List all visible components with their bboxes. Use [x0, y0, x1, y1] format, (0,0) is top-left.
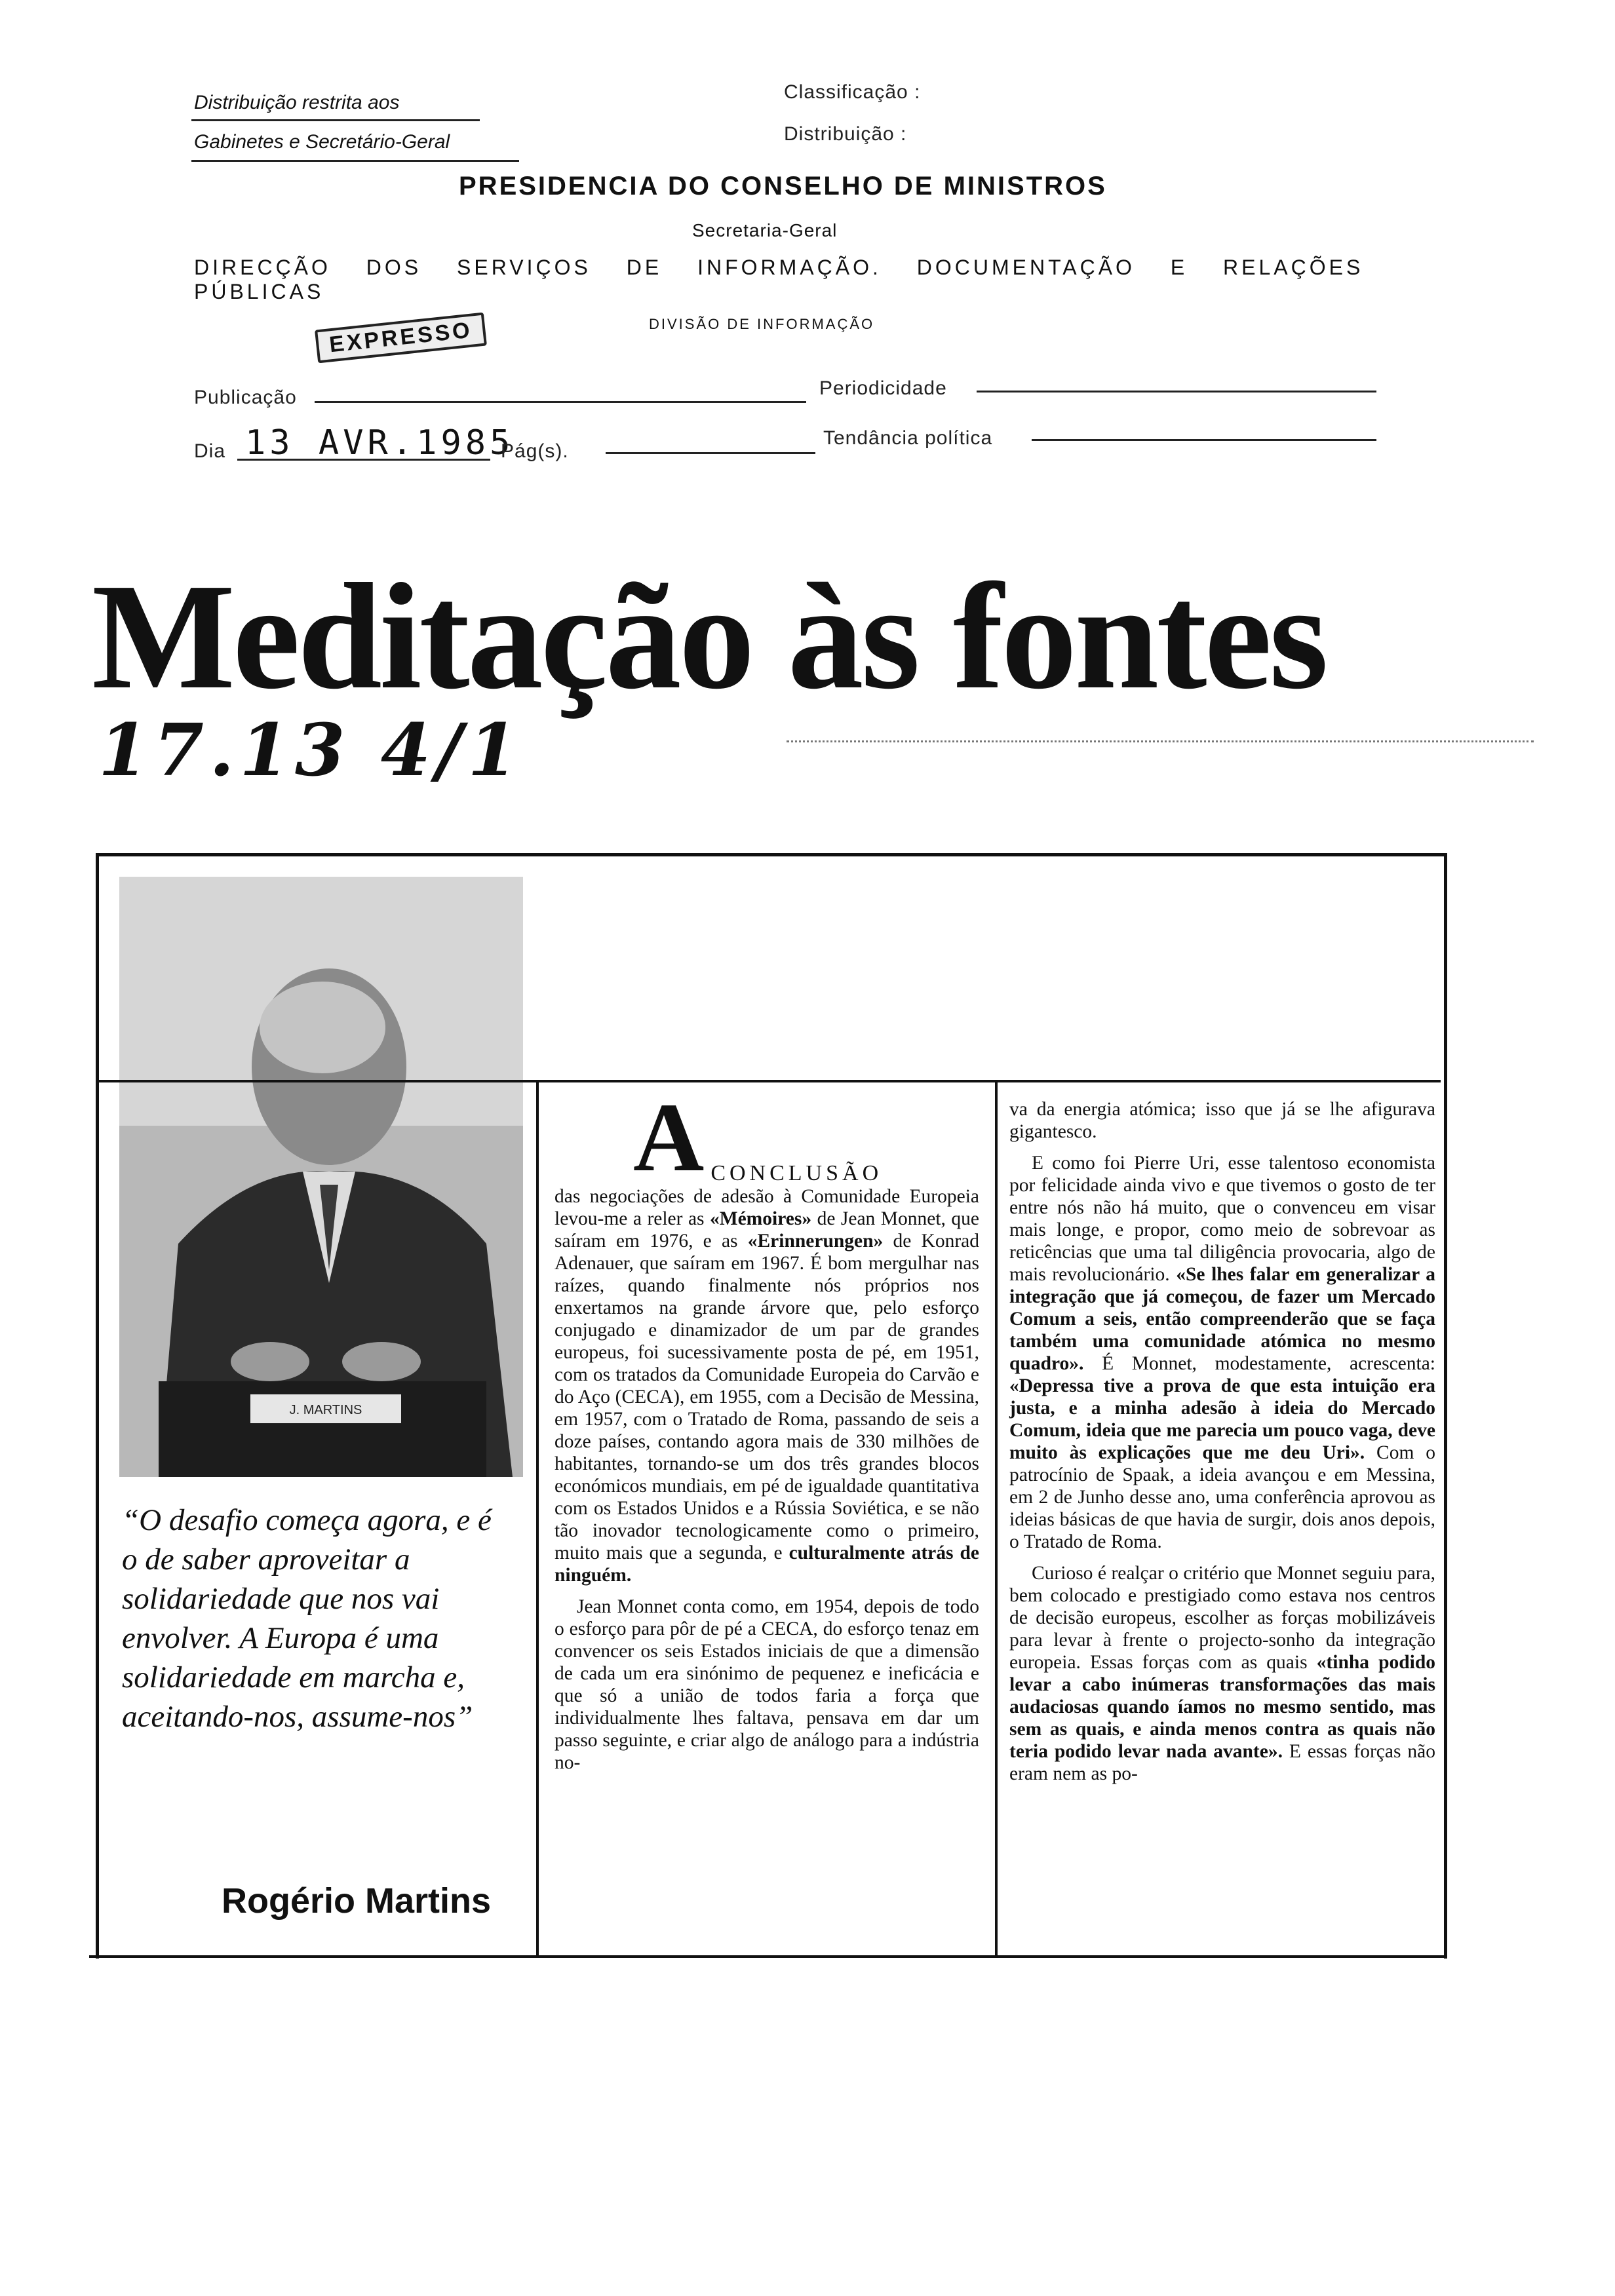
article-column-2 — [1009, 1098, 1435, 1785]
col2-bold: «Se lhes falar em generalizar a integração que já começou, de fazer um Mercado Comum a seis, então compreenderão que se faça também uma comunidade atómica no mesmo quadro». — [1009, 1264, 1435, 1374]
scan-noise — [787, 740, 1534, 742]
divisao-informacao: DIVISÃO DE INFORMAÇÃO — [649, 316, 875, 332]
headline: Meditação às fontes — [92, 552, 1326, 721]
presidencia-heading: PRESIDENCIA DO CONSELHO DE MINISTROS — [459, 172, 1107, 201]
tendencia-line — [1032, 439, 1376, 441]
periodicidade-line — [977, 391, 1376, 392]
col1-bold: «Erinnerungen» — [747, 1231, 884, 1252]
author-photo — [119, 877, 523, 1477]
dia-label: Dia — [194, 440, 226, 462]
col1-text: de Jean Monnet, que saíram em 1976, e as — [555, 1208, 979, 1252]
publicacao-label: Publicação — [194, 387, 297, 408]
col2-text: Curioso é realçar o critério que Monnet seguiu para, bem colocado e prestigiado como estava nos centros de decisão europeus, escolher as forças mobilizáveis para levar à frente o projecto-sonho da integração europeia. Essas forças com as quais — [1009, 1563, 1435, 1673]
col1-text: das negociações de adesão à Comunidade Europeia levou-me a reler as — [555, 1186, 979, 1229]
underline — [191, 160, 519, 162]
article-bottom-rule — [89, 1955, 1447, 1958]
col2-paragraph-1: va da energia atómica; isso que já se lhe afigurava gigantesco. — [1009, 1099, 1435, 1142]
col2-bold: «Depressa tive a prova de que esta intuição era justa, e a minha adesão à ideia do Mercado Comum, ideia que me parecia um pouco vaga, deve muito às explicações que me deu Uri». — [1009, 1375, 1435, 1463]
publicacao-line — [315, 401, 806, 403]
handwritten-note: 17.13 4/1 — [98, 708, 523, 792]
author-name: Rogério Martins — [222, 1881, 492, 1921]
restricted-distribution-line1: Distribuição restrita aos — [194, 92, 400, 113]
col1-bold: «Mémoires» — [710, 1208, 812, 1229]
col2-bold: «tinha podido levar a cabo inúmeras transformações das mais audaciosas quando íamos no mesmo sentido, mas sem as quais, e ainda menos contra as quais não teria podido levar nada avante». — [1009, 1652, 1436, 1762]
underline — [191, 119, 480, 121]
opening-caps: CONCLUSÃO — [710, 1161, 883, 1185]
dia-line — [237, 459, 490, 461]
pags-line — [606, 452, 815, 454]
col1-bold: culturalmente atrás de ninguém. — [555, 1542, 979, 1586]
tendencia-label: Tendância política — [823, 427, 993, 449]
nameplate-text: J. MARTINS — [289, 1403, 362, 1417]
expresso-stamp: EXPRESSO — [315, 313, 487, 364]
column-divider — [995, 1082, 998, 1955]
portrait-illustration — [119, 877, 523, 1477]
drop-cap: A — [633, 1083, 705, 1192]
col2-text: É Monnet, modestamente, acrescenta: — [1083, 1353, 1435, 1374]
text-columns-top-rule — [537, 1080, 1441, 1082]
secretaria-geral: Secretaria-Geral — [692, 220, 838, 240]
photo-column-divider — [98, 1080, 539, 1082]
col2-text: Com o patrocínio de Spaak, a ideia avançou e em Messina, em 2 de Junho desse ano, uma conferência aprovou as ideias básicas de que havia de surgir, dois anos depois, o Tratado de Roma. — [1009, 1442, 1435, 1552]
col1-text: de Konrad Adenauer, que saíram em 1967. É bom mergulhar nas raízes, quando finalmente nós próprios nos enxertamos na grande árvore que, pelo esforço conjugado e dinamizador de um par de grandes europeus, foi sucessivamente posta de pé, em 1951, com os tratados da Comunidade Europeia do Carvão e do Aço (CECA), em 1955, com a Decisão de Messina, em 1957, com o Tratado de Roma, passando de seis a doze países, contando agora mais de 330 milhões de habitantes, tornando-se um dos três grandes blocos económicos mundiais, em pé de igualdade quantitativa com os Estados Unidos e a Rússia Soviética, e se não tão inovador tecnologicamente como o primeiro, muito mais que a segunda, e — [555, 1231, 979, 1563]
column-divider — [536, 1081, 539, 1955]
pags-label: Pág(s). — [501, 440, 569, 462]
direccao-servicos: DIRECÇÃO DOS SERVIÇOS DE INFORMAÇÃO. DOCUMENTAÇÃO E RELAÇÕES PÚBLICAS — [194, 256, 1364, 303]
periodicidade-label: Periodicidade — [819, 377, 947, 399]
pull-quote: “O desafio começa agora, e é o de saber aproveitar a solidariedade que nos vai envolver. A Europa é uma solidariedade em marcha e, aceitando-nos, assume-nos” — [122, 1503, 492, 1734]
restricted-distribution-line2: Gabinetes e Secretário-Geral — [194, 131, 450, 153]
classificacao-label: Classificação : — [784, 81, 921, 103]
col1-paragraph-2: Jean Monnet conta como, em 1954, depois de todo o esforço para pôr de pé a CECA, do esforço tenaz em convencer os seis Estados iniciais de que a dimensão de cada um era sinónimo de pequenez e ineficácia e que só a união de todos faria a força que individualmente lhes faltava, pensava em dar um passo seguinte, e criar algo de análogo para a indústria no- — [555, 1596, 979, 1773]
article-column-1 — [555, 1083, 979, 1774]
date-stamp: 13 AVR.1985 — [245, 423, 515, 463]
col2-text: E como foi Pierre Uri, esse talentoso economista por felicidade ainda vivo e que tivemos o gosto de ter entre nós não há muito, que o convenceu em visar mais longe, e propor, como meio de sobrevoar as reticências que uma tal diligência provocaria, algo de mais revolucionário. — [1009, 1153, 1435, 1285]
col2-text: E essas forças não eram nem as po- — [1009, 1741, 1436, 1784]
distribuicao-label: Distribuição : — [784, 123, 907, 145]
